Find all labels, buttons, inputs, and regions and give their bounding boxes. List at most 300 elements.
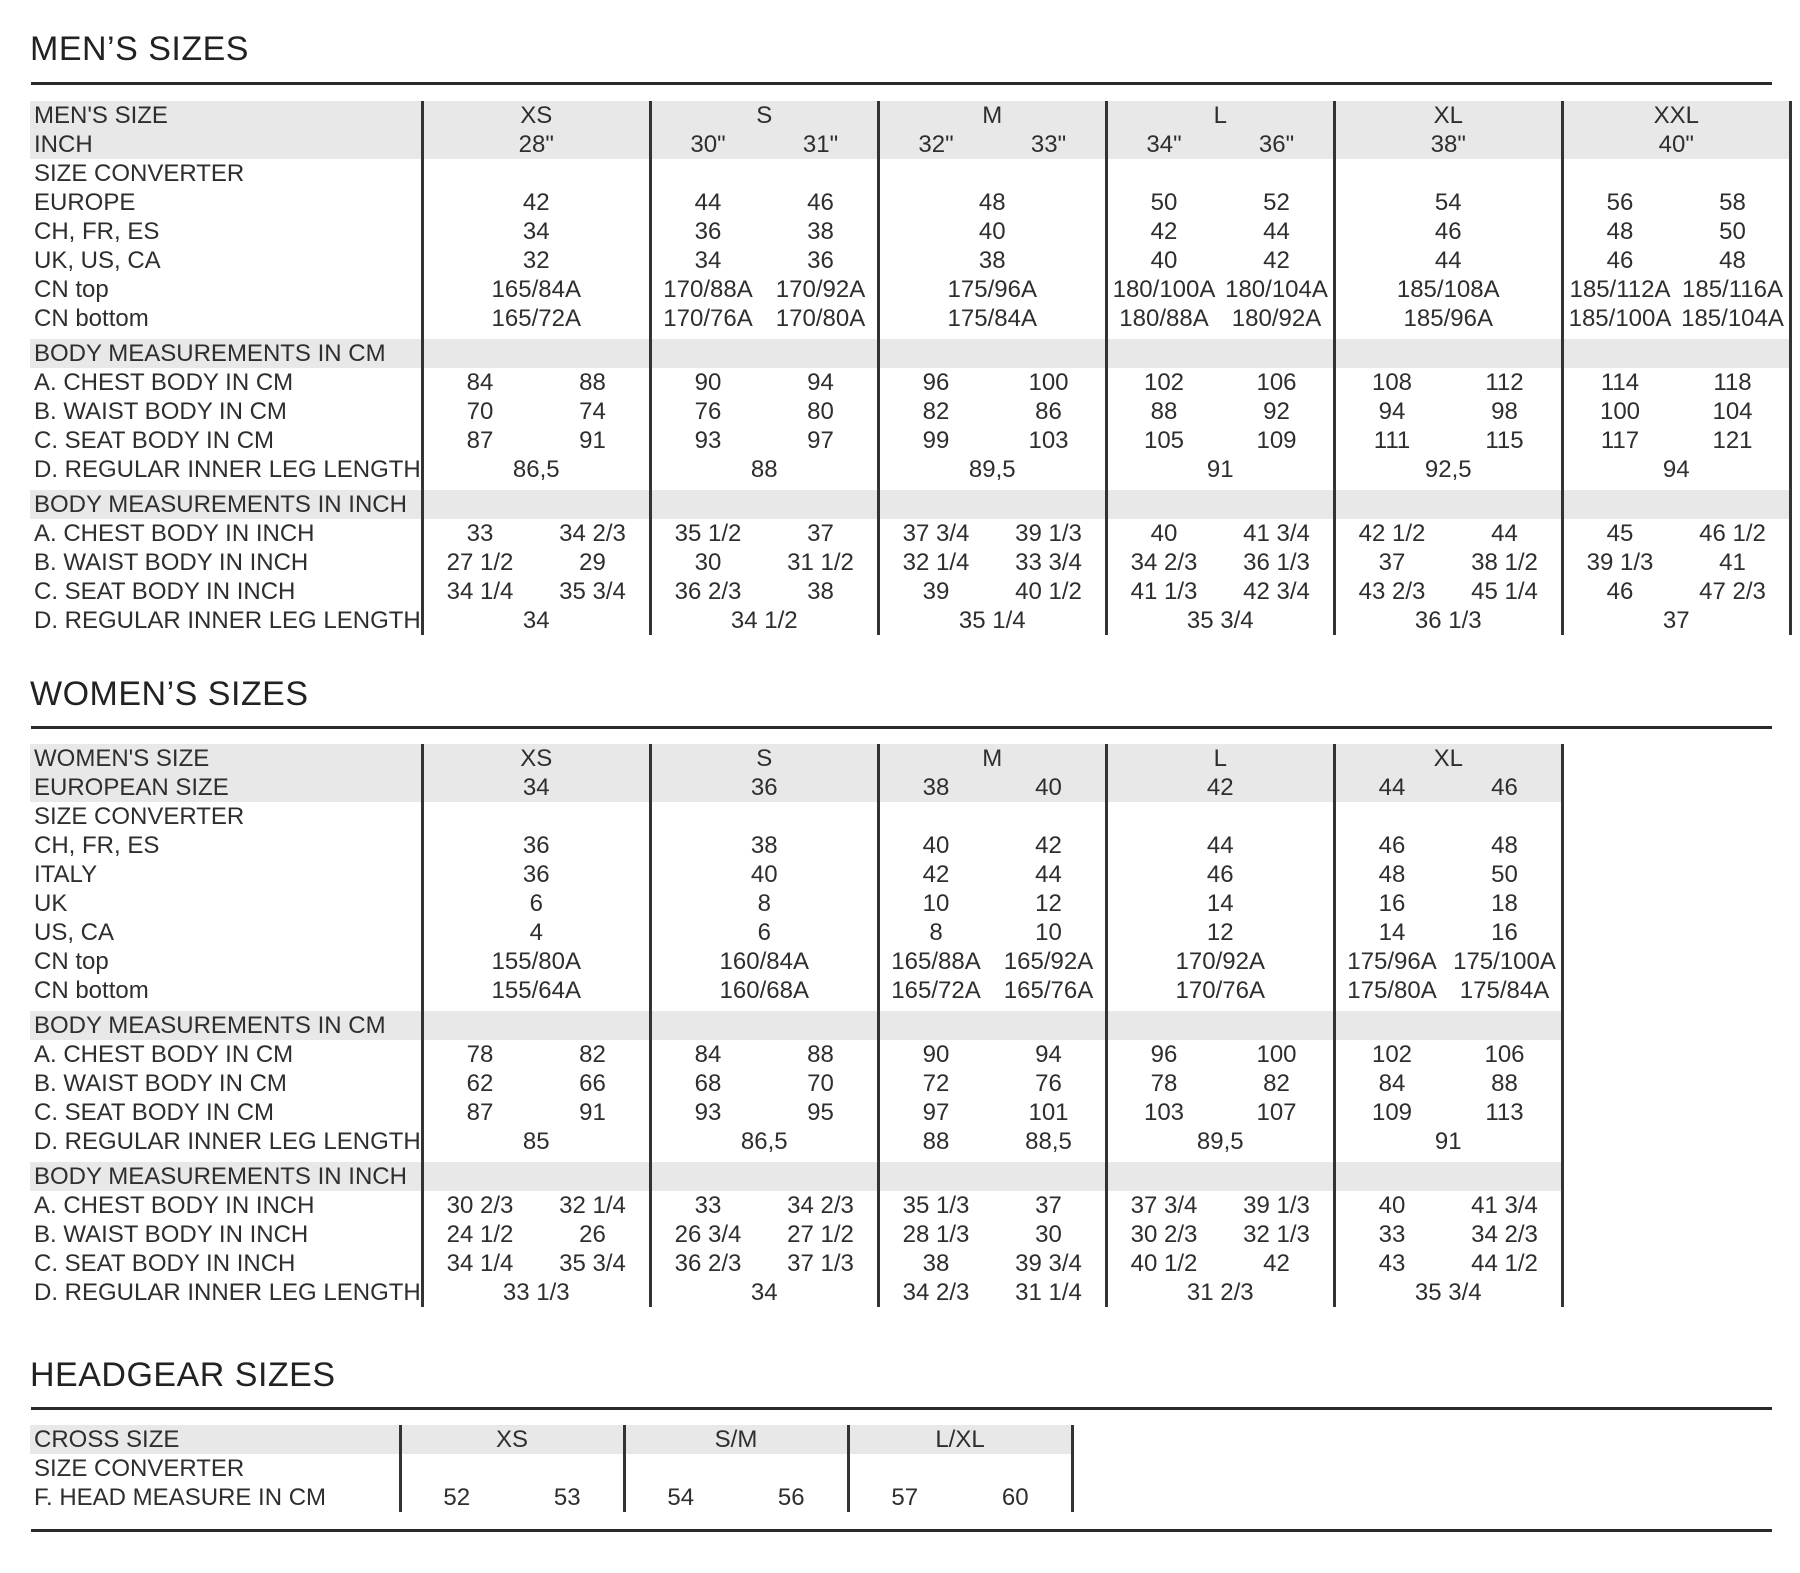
size-letter: S <box>650 744 878 773</box>
size-header-row <box>30 1425 1072 1454</box>
value-cell: 155/64A <box>422 976 650 1005</box>
value-cell: 175/96A <box>878 275 1106 304</box>
row-label: C. SEAT BODY IN CM <box>34 427 275 454</box>
value-cell: 33 3/4 <box>1015 549 1082 576</box>
value-cell: 97 <box>807 427 834 454</box>
row-label: B. WAIST BODY IN CM <box>34 1070 287 1097</box>
value-cell: 82 <box>878 397 992 426</box>
value-cell: 91 <box>579 1099 606 1126</box>
value-cell: 54 <box>1334 188 1562 217</box>
value-cell: 46 <box>1334 217 1562 246</box>
converter-title-row <box>30 802 1562 831</box>
value-cell: 40 <box>1334 1191 1448 1220</box>
value-cell: 44 <box>1035 861 1062 888</box>
value-cell: 112 <box>1485 369 1524 396</box>
converter-title: SIZE CONVERTER <box>34 160 245 187</box>
value-cell: 40 <box>1106 519 1220 548</box>
inch-row <box>30 1220 1562 1249</box>
size-letter: L/XL <box>848 1425 1072 1454</box>
value-cell: 88 <box>1106 397 1220 426</box>
size-letter: XL <box>1334 744 1562 773</box>
empty-cell <box>1106 1011 1334 1040</box>
value-cell: 175/84A <box>878 304 1106 333</box>
empty-cell <box>624 1454 848 1483</box>
value-cell: 90 <box>650 368 764 397</box>
row-label: UK, US, CA <box>34 247 161 274</box>
women-sizes-title: WOMEN’S SIZES <box>30 675 309 713</box>
empty-cell <box>1334 159 1562 188</box>
row-label: F. HEAD MEASURE IN CM <box>34 1484 327 1511</box>
value-cell: 80 <box>807 398 834 425</box>
value-cell: 16 <box>1448 918 1562 947</box>
converter-row <box>30 188 1790 217</box>
row-label: ITALY <box>34 861 98 888</box>
value-cell: 8 <box>650 889 878 918</box>
value-cell: 12 <box>1035 890 1062 917</box>
value-cell: 14 <box>1334 918 1448 947</box>
value-cell: 35 3/4 <box>559 1250 626 1277</box>
size-header-row <box>30 101 1790 130</box>
empty-cell <box>400 1454 624 1483</box>
size-sub-value: 40 <box>992 773 1106 802</box>
women-title-rule <box>31 726 1772 729</box>
size-header-label: WOMEN'S SIZE <box>30 744 422 773</box>
size-sub-value: 33" <box>992 130 1106 159</box>
cm-title: BODY MEASUREMENTS IN CM <box>30 339 422 368</box>
value-cell: 94 <box>807 369 834 396</box>
value-cell: 46 <box>1562 246 1676 275</box>
value-cell: 39 1/3 <box>1015 520 1082 547</box>
value-cell: 6 <box>650 918 878 947</box>
value-cell: 40 <box>650 860 878 889</box>
value-cell: 35 3/4 <box>1106 606 1334 635</box>
size-subheader-label: INCH <box>30 130 422 159</box>
value-cell: 105 <box>1106 426 1220 455</box>
value-cell: 78 <box>422 1040 536 1069</box>
value-cell: 109 <box>1256 427 1297 454</box>
inch-row <box>30 548 1790 577</box>
value-cell: 180/104A <box>1225 276 1328 303</box>
size-letter: XXL <box>1562 101 1790 130</box>
value-cell: 26 <box>579 1221 606 1248</box>
value-cell: 85 <box>422 1127 650 1156</box>
value-cell: 115 <box>1485 427 1524 454</box>
value-cell: 34 2/3 <box>1106 548 1220 577</box>
cm-title-row <box>30 1011 1562 1040</box>
empty-cell <box>878 1162 1106 1191</box>
empty-cell <box>1334 1011 1562 1040</box>
converter-title: SIZE CONVERTER <box>34 803 245 830</box>
men-sizes-title: MEN’S SIZES <box>30 30 249 68</box>
converter-row <box>30 275 1790 304</box>
value-cell: 40 <box>878 217 1106 246</box>
value-cell: 6 <box>422 889 650 918</box>
value-cell: 99 <box>878 426 992 455</box>
row-label: B. WAIST BODY IN CM <box>34 398 287 425</box>
value-cell: 42 <box>1106 217 1220 246</box>
value-cell: 44 1/2 <box>1448 1249 1562 1278</box>
value-cell: 88 <box>878 1127 992 1156</box>
size-header-row <box>30 744 1562 773</box>
size-subheader-row <box>30 773 1562 802</box>
converter-title-row <box>30 1454 1072 1483</box>
value-cell: 36 <box>422 831 650 860</box>
size-sub-value: 38" <box>1334 130 1562 159</box>
value-cell: 175/100A <box>1448 947 1562 976</box>
value-cell: 33 <box>650 1191 764 1220</box>
value-cell: 84 <box>650 1040 764 1069</box>
size-sub-value: 36 <box>650 773 878 802</box>
value-cell: 37 <box>1562 606 1790 635</box>
value-cell: 57 <box>848 1483 960 1512</box>
value-cell: 32 1/4 <box>878 548 992 577</box>
cm-row <box>30 368 1790 397</box>
row-label: A. CHEST BODY IN CM <box>34 369 294 396</box>
value-cell: 34 2/3 <box>878 1278 992 1307</box>
value-cell: 180/92A <box>1231 305 1322 332</box>
value-cell: 36 1/3 <box>1243 549 1310 576</box>
size-letter: S <box>650 101 878 130</box>
value-cell: 185/104A <box>1676 304 1790 333</box>
value-cell: 34 <box>650 246 764 275</box>
value-cell: 32 1/3 <box>1243 1221 1310 1248</box>
value-cell: 88 <box>807 1041 834 1068</box>
value-cell: 29 <box>579 549 606 576</box>
value-cell: 41 <box>1676 548 1790 577</box>
inch-row <box>30 519 1790 548</box>
value-cell: 107 <box>1256 1099 1297 1126</box>
value-cell: 34 <box>422 217 650 246</box>
cm-row <box>30 1069 1562 1098</box>
row-label: US, CA <box>34 919 115 946</box>
value-cell: 170/88A <box>650 275 764 304</box>
value-cell: 170/76A <box>650 304 764 333</box>
value-cell: 36 2/3 <box>650 577 764 606</box>
size-sub-value: 42 <box>1106 773 1334 802</box>
value-cell: 38 <box>807 578 834 605</box>
cm-title: BODY MEASUREMENTS IN CM <box>30 1011 422 1040</box>
value-cell: 56 <box>1562 188 1676 217</box>
value-cell: 50 <box>1676 217 1790 246</box>
value-cell: 165/88A <box>878 947 992 976</box>
value-cell: 91 <box>1334 1127 1562 1156</box>
value-cell: 40 1/2 <box>1106 1249 1220 1278</box>
value-cell: 82 <box>1263 1070 1290 1097</box>
converter-row <box>30 889 1562 918</box>
converter-title: SIZE CONVERTER <box>34 1455 245 1482</box>
value-cell: 14 <box>1106 889 1334 918</box>
empty-cell <box>650 490 878 519</box>
value-cell: 87 <box>422 1098 536 1127</box>
value-cell: 97 <box>878 1098 992 1127</box>
value-cell: 86 <box>1035 398 1062 425</box>
empty-cell <box>1334 802 1562 831</box>
value-cell: 92,5 <box>1334 455 1562 484</box>
value-cell: 91 <box>579 427 606 454</box>
value-cell: 38 <box>807 218 834 245</box>
size-header-label: CROSS SIZE <box>30 1425 400 1454</box>
value-cell: 36 <box>650 217 764 246</box>
converter-row <box>30 860 1562 889</box>
value-cell: 84 <box>1334 1069 1448 1098</box>
value-cell: 34 <box>650 1278 878 1307</box>
empty-cell <box>878 802 1106 831</box>
converter-row <box>30 304 1790 333</box>
size-sub-value: 28" <box>422 130 650 159</box>
value-cell: 72 <box>878 1069 992 1098</box>
value-cell: 48 <box>878 188 1106 217</box>
value-cell: 121 <box>1676 426 1790 455</box>
value-cell: 30 2/3 <box>1106 1220 1220 1249</box>
empty-cell <box>1562 159 1790 188</box>
value-cell: 39 3/4 <box>1015 1250 1082 1277</box>
value-cell: 41 3/4 <box>1448 1191 1562 1220</box>
row-label: CN top <box>34 276 109 303</box>
cm-title-row <box>30 339 1790 368</box>
value-cell: 185/100A <box>1562 304 1676 333</box>
value-cell: 48 <box>1676 246 1790 275</box>
size-sub-value: 44 <box>1334 773 1448 802</box>
value-cell: 185/96A <box>1334 304 1562 333</box>
value-cell: 34 1/4 <box>422 577 536 606</box>
size-letter: M <box>878 101 1106 130</box>
value-cell: 88,5 <box>1025 1128 1072 1155</box>
value-cell: 108 <box>1334 368 1448 397</box>
value-cell: 90 <box>878 1040 992 1069</box>
value-cell: 94 <box>1334 397 1448 426</box>
value-cell: 37 <box>807 520 834 547</box>
row-label: A. CHEST BODY IN CM <box>34 1041 294 1068</box>
value-cell: 30 <box>1035 1221 1062 1248</box>
value-cell: 26 3/4 <box>650 1220 764 1249</box>
size-letter: S/M <box>624 1425 848 1454</box>
value-cell: 180/88A <box>1106 304 1220 333</box>
value-cell: 37 <box>1035 1192 1062 1219</box>
value-cell: 36 <box>807 247 834 274</box>
value-cell: 180/100A <box>1106 275 1220 304</box>
empty-cell <box>650 802 878 831</box>
value-cell: 103 <box>1106 1098 1220 1127</box>
value-cell: 36 <box>422 860 650 889</box>
value-cell: 46 <box>1106 860 1334 889</box>
value-cell: 45 <box>1562 519 1676 548</box>
value-cell: 155/80A <box>422 947 650 976</box>
size-sub-value: 40" <box>1562 130 1790 159</box>
value-cell: 88 <box>579 369 606 396</box>
inch-title: BODY MEASUREMENTS IN INCH <box>30 1162 422 1191</box>
empty-cell <box>422 1011 650 1040</box>
value-cell: 96 <box>1106 1040 1220 1069</box>
empty-cell <box>1106 159 1334 188</box>
value-cell: 33 <box>1334 1220 1448 1249</box>
empty-cell <box>1106 339 1334 368</box>
value-cell: 45 1/4 <box>1471 578 1538 605</box>
value-cell: 42 <box>878 860 992 889</box>
empty-cell <box>878 1011 1106 1040</box>
empty-cell <box>422 339 650 368</box>
value-cell: 34 1/4 <box>422 1249 536 1278</box>
men-title-rule <box>31 82 1772 85</box>
women-size-table <box>30 744 1564 1307</box>
cm-row <box>30 397 1790 426</box>
value-cell: 95 <box>807 1099 834 1126</box>
value-cell: 118 <box>1676 368 1790 397</box>
value-cell: 165/72A <box>422 304 650 333</box>
empty-cell <box>848 1454 1072 1483</box>
row-label: CH, FR, ES <box>34 832 160 859</box>
value-cell: 113 <box>1448 1098 1562 1127</box>
row-label: CN top <box>34 948 109 975</box>
size-sub-value: 32" <box>878 130 992 159</box>
empty-cell <box>1334 339 1562 368</box>
value-cell: 42 <box>1035 832 1062 859</box>
value-cell: 31 2/3 <box>1106 1278 1334 1307</box>
inch-title: BODY MEASUREMENTS IN INCH <box>30 490 422 519</box>
inch-title-row <box>30 1162 1562 1191</box>
value-cell: 88 <box>1448 1069 1562 1098</box>
empty-cell <box>422 1162 650 1191</box>
value-cell: 102 <box>1106 368 1220 397</box>
value-cell: 34 2/3 <box>1448 1220 1562 1249</box>
value-cell: 32 <box>422 246 650 275</box>
value-cell: 89,5 <box>878 455 1106 484</box>
value-cell: 93 <box>650 426 764 455</box>
empty-cell <box>422 802 650 831</box>
inch-row <box>30 1249 1562 1278</box>
value-cell: 109 <box>1334 1098 1448 1127</box>
size-letter: L <box>1106 744 1334 773</box>
value-cell: 70 <box>807 1070 834 1097</box>
value-cell: 66 <box>579 1070 606 1097</box>
value-cell: 27 1/2 <box>422 548 536 577</box>
converter-row <box>30 246 1790 275</box>
inch-title-row <box>30 490 1790 519</box>
value-cell: 106 <box>1256 369 1297 396</box>
inch-row <box>30 1191 1562 1220</box>
row-label: D. REGULAR INNER LEG LENGTH <box>34 607 421 634</box>
cm-row <box>30 1127 1562 1156</box>
row-label: D. REGULAR INNER LEG LENGTH <box>34 1279 421 1306</box>
inch-row <box>30 606 1790 635</box>
value-cell: 44 <box>650 188 764 217</box>
empty-cell <box>1334 490 1562 519</box>
size-sub-value: 36" <box>1220 130 1334 159</box>
value-cell: 100 <box>1028 369 1069 396</box>
value-cell: 96 <box>878 368 992 397</box>
value-cell: 40 <box>878 831 992 860</box>
empty-cell <box>1106 1162 1334 1191</box>
value-cell: 165/72A <box>878 976 992 1005</box>
value-cell: 89,5 <box>1106 1127 1334 1156</box>
value-cell: 101 <box>1028 1099 1069 1126</box>
value-cell: 117 <box>1562 426 1676 455</box>
empty-cell <box>1106 802 1334 831</box>
value-cell: 175/96A <box>1334 947 1448 976</box>
converter-row <box>30 217 1790 246</box>
value-cell: 44 <box>1491 520 1518 547</box>
row-label: CH, FR, ES <box>34 218 160 245</box>
value-cell: 39 1/3 <box>1243 1192 1310 1219</box>
empty-cell <box>650 339 878 368</box>
converter-row <box>30 947 1562 976</box>
size-sub-value: 34 <box>422 773 650 802</box>
value-cell: 185/116A <box>1676 275 1790 304</box>
value-cell: 40 1/2 <box>1015 578 1082 605</box>
value-cell: 10 <box>1035 919 1062 946</box>
value-cell: 39 1/3 <box>1562 548 1676 577</box>
row-label: UK <box>34 890 68 917</box>
cm-row <box>30 1040 1562 1069</box>
value-cell: 4 <box>422 918 650 947</box>
row-label: D. REGULAR INNER LEG LENGTH <box>34 456 421 483</box>
value-cell: 37 1/3 <box>787 1250 854 1277</box>
value-cell: 46 <box>807 189 834 216</box>
value-cell: 38 <box>650 831 878 860</box>
value-cell: 170/76A <box>1106 976 1334 1005</box>
value-cell: 39 <box>878 577 992 606</box>
value-cell: 170/80A <box>775 305 866 332</box>
row-label: A. CHEST BODY IN INCH <box>34 520 315 547</box>
value-cell: 170/92A <box>1106 947 1334 976</box>
headgear-size-table <box>30 1425 1074 1512</box>
value-cell: 40 <box>1106 246 1220 275</box>
value-cell: 62 <box>422 1069 536 1098</box>
value-cell: 175/80A <box>1334 976 1448 1005</box>
value-cell: 104 <box>1676 397 1790 426</box>
value-cell: 111 <box>1334 426 1448 455</box>
row-label: B. WAIST BODY IN INCH <box>34 549 309 576</box>
value-cell: 82 <box>579 1041 606 1068</box>
value-cell: 35 1/2 <box>650 519 764 548</box>
size-sub-value: 34" <box>1106 130 1220 159</box>
value-cell: 35 1/3 <box>878 1191 992 1220</box>
empty-cell <box>1334 1162 1562 1191</box>
value-cell: 165/92A <box>1003 948 1094 975</box>
value-cell: 48 <box>1334 860 1448 889</box>
value-cell: 68 <box>650 1069 764 1098</box>
value-cell: 86,5 <box>650 1127 878 1156</box>
cm-row <box>30 455 1790 484</box>
value-cell: 32 1/4 <box>559 1192 626 1219</box>
empty-cell <box>1562 339 1790 368</box>
value-cell: 160/68A <box>650 976 878 1005</box>
value-cell: 34 2/3 <box>559 520 626 547</box>
row-label: CN bottom <box>34 977 149 1004</box>
empty-cell <box>878 339 1106 368</box>
value-cell: 38 <box>878 246 1106 275</box>
value-cell: 31 1/4 <box>1015 1279 1082 1306</box>
value-cell: 102 <box>1334 1040 1448 1069</box>
empty-cell <box>650 159 878 188</box>
size-sub-value: 46 <box>1448 773 1562 802</box>
headgear-sizes-title: HEADGEAR SIZES <box>30 1356 336 1394</box>
value-cell: 10 <box>878 889 992 918</box>
value-cell: 185/108A <box>1334 275 1562 304</box>
value-cell: 28 1/3 <box>878 1220 992 1249</box>
value-cell: 38 1/2 <box>1471 549 1538 576</box>
value-cell: 74 <box>579 398 606 425</box>
value-cell: 27 1/2 <box>787 1221 854 1248</box>
value-cell: 52 <box>1263 189 1290 216</box>
value-cell: 48 <box>1448 831 1562 860</box>
value-cell: 42 1/2 <box>1334 519 1448 548</box>
empty-cell <box>1562 490 1790 519</box>
value-cell: 94 <box>1035 1041 1062 1068</box>
value-cell: 175/84A <box>1448 976 1562 1005</box>
value-cell: 103 <box>1028 427 1069 454</box>
inch-row <box>30 1278 1562 1307</box>
empty-cell <box>878 159 1106 188</box>
